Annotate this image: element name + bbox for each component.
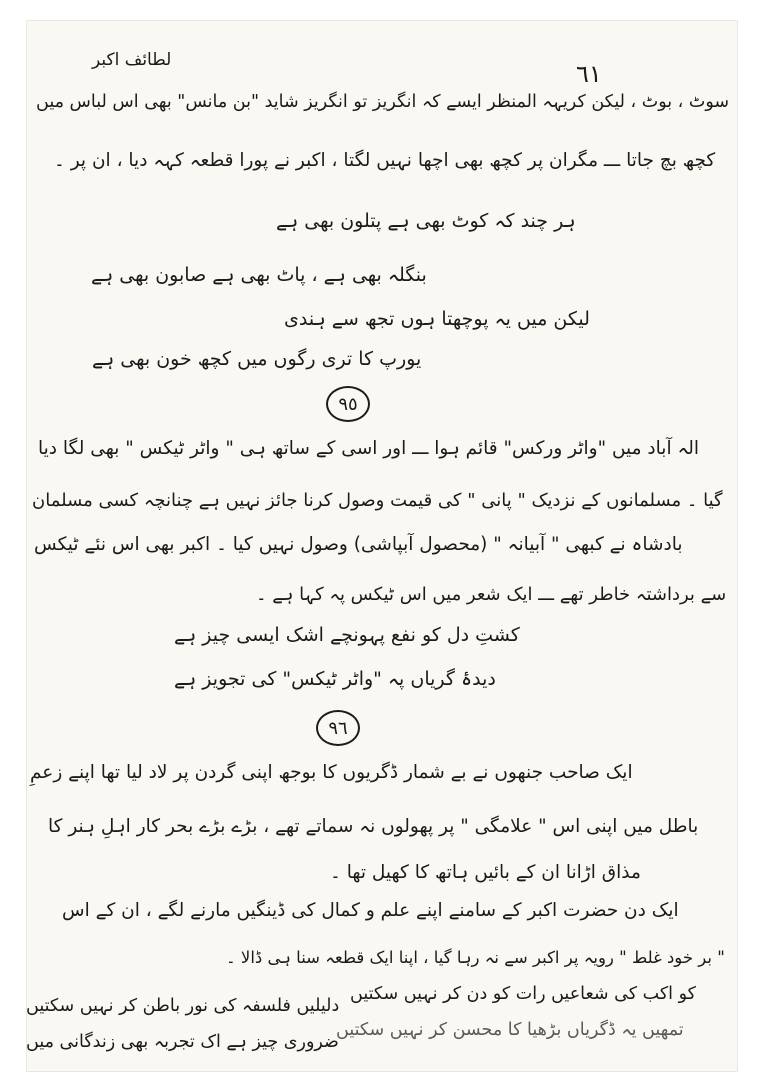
section-96-line-4: ایک دن حضرت اکبر کے سامنے اپنے علم و کمال کی ڈینگیں مارنے لگے ، ان کے اس: [62, 900, 679, 921]
section-95-line-4: سے برداشتہ خاطر تھے ـــ ایک شعر میں اس ٹیکس پہ کہا ہے ۔: [256, 584, 727, 605]
section-95-verse-line-2: دیدۂ گریاں پہ "واٹر ٹیکس" کی تجویز ہے: [174, 668, 496, 690]
intro-line-2: کچھ بچ جاتا ـــ مگران پر کچھ بھی اچھا نہیں لگتا ، اکبر نے پورا قطعہ کہہ دیا ، ان پر ۔: [54, 150, 716, 171]
section-95-line-3: بادشاہ نے کبھی " آبیانہ " (محصول آبپاشی) وصول نہیں کیا ۔ اکبر بھی اس نئے ٹیکس: [34, 534, 683, 555]
section-95-line-2: گیا ۔ مسلمانوں کے نزدیک " پانی " کی قیمت وصول کرنا جائز نہیں ہے چنانچہ کسی مسلمان: [32, 490, 723, 511]
page-number: ٦١: [576, 60, 602, 88]
verse-intro-line-4: یورپ کا تری رگوں میں کچھ خون بھی ہے: [92, 348, 422, 370]
verse-intro-line-1: ہر چند کہ کوٹ بھی ہے پتلون بھی ہے: [276, 210, 576, 232]
section-96-number: ٩٦: [328, 717, 348, 739]
section-95-number: ٩٥: [338, 393, 358, 415]
section-96-verse-line-3: ضروری چیز ہے اک تجربہ بھی زندگانی میں: [26, 1032, 339, 1052]
section-96-line-3: مذاق اڑانا ان کے بائیں ہاتھ کا کھیل تھا ۔: [330, 862, 641, 883]
section-95-line-1: الہ آباد میں "واٹر ورکس" قائم ہوا ـــ اور اسی کے ساتھ ہی " واٹر ٹیکس " بھی لگا دیا: [38, 438, 700, 459]
section-95-verse-line-1: کشتِ دل کو نفع پہونچے اشک ایسی چیز ہے: [174, 624, 520, 646]
section-96-line-2: باطل میں اپنی اس " علامگی " پر پھولوں نہ سماتے تھے ، بڑے بڑے بحر کار اہلِ ہنر کا: [48, 816, 699, 837]
running-title: لطائف اکبر: [92, 50, 172, 70]
section-95-number-badge: [326, 386, 370, 422]
intro-line-1: سوٹ ، بوٹ ، لیکن کریہہ المنظر ایسے کہ انگریز تو انگریز شاید "بن مانس" بھی اس لباس میں: [36, 92, 730, 112]
section-96-line-5: " بر خود غلط " رویہ پر اکبر سے نہ رہا گیا ، اپنا ایک قطعہ سنا ہی ڈالا ۔: [226, 948, 725, 967]
section-96-line-1: ایک صاحب جنھوں نے بے شمار ڈگریوں کا بوجھ اپنی گردن پر لاد لیا تھا اپنے زعمِ: [30, 762, 633, 783]
section-96-number-badge: [316, 710, 360, 746]
section-96-verse-line-4: تمھیں یہ ڈگریاں بڑھیا کا محسن کر نہیں سکتیں: [336, 1020, 684, 1040]
verse-intro-line-3: لیکن میں یہ پوچھتا ہوں تجھ سے ہندی: [284, 308, 590, 330]
verse-intro-line-2: بنگلہ بھی ہے ، پاٹ بھی ہے صابون بھی ہے: [91, 264, 427, 286]
book-page: [26, 20, 738, 1072]
section-96-verse-line-1: دلیلیں فلسفہ کی نور باطن کر نہیں سکتیں: [26, 996, 340, 1016]
section-96-verse-line-2: کو اکب کی شعاعیں رات کو دن کر نہیں سکتیں: [350, 984, 696, 1004]
